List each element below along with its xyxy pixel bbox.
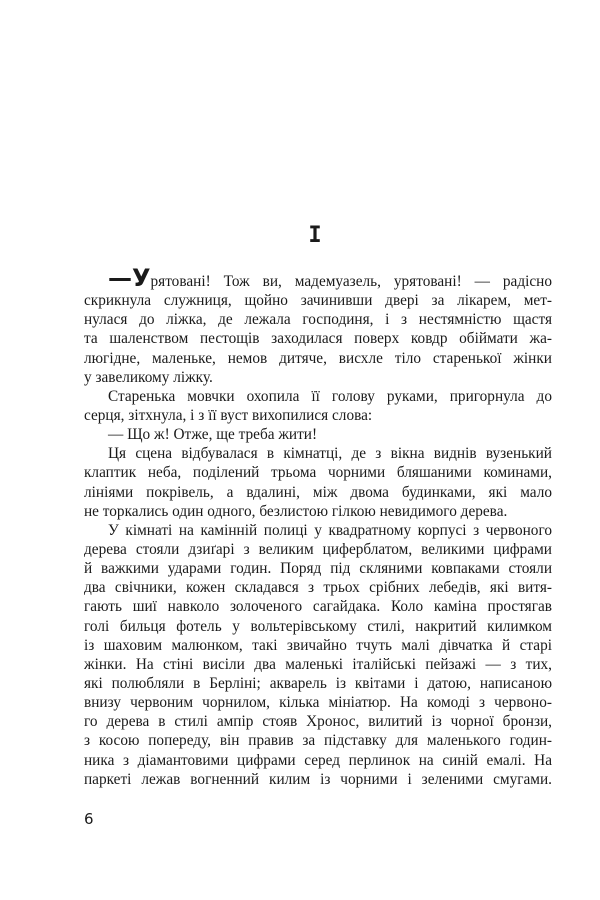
line-text: У кімнаті на камінній полиці у квадратному корпусі з червоного — [108, 521, 552, 539]
paragraph — [84, 425, 552, 444]
line-text: скрикнула служниця, щойно зачинивши двері за лікарем, мет- — [84, 292, 552, 310]
line-text: ника з діамантовими цифрами серед перлинок на синій емалі. На — [84, 751, 552, 769]
line-text: й важкими ударами годин. Поряд під скляними ковпаками стояли — [84, 560, 552, 578]
line-text: із шаховим малюнком, такі звичайно тчуть малі дівчатка й старі — [84, 636, 552, 654]
line-text: та шаленством пестощів заходилася поверх ковдр обіймати жа- — [84, 330, 552, 348]
line-text: — Що ж! Отже, ще треба жити! — [108, 426, 318, 444]
text-line — [84, 444, 552, 463]
text-line — [84, 693, 552, 712]
text-line — [84, 502, 552, 521]
text-line — [84, 636, 552, 655]
line-text: го дерева в стилі ампір стояв Хронос, вилитий із чорної бронзи, — [84, 713, 552, 731]
text-line — [84, 674, 552, 693]
chapter-title: I — [308, 223, 322, 248]
line-text: Старенька мовчки охопила її голову руками, пригорнула до — [108, 387, 552, 405]
text-line — [84, 712, 552, 731]
text-line — [84, 731, 552, 750]
line-text: жінки. На стіні висіли два маленькі італійські пейзажі — з тих, — [84, 655, 552, 673]
paragraph — [84, 264, 552, 387]
text-line — [84, 655, 552, 674]
line-text: нулася до ліжка, де лежала господиня, і з нестямністю щастя — [84, 311, 552, 329]
text-line — [84, 425, 552, 444]
text-line — [84, 540, 552, 559]
line-text: рятовані! Тож ви, мадемуазель, урятовані! — радісно — [150, 273, 552, 290]
text-line — [84, 617, 552, 636]
line-text: паркеті лежав вогненний килим із чорними і зеленими смугами. — [84, 770, 552, 788]
paragraph — [84, 387, 552, 425]
text-line — [84, 751, 552, 770]
text-line — [84, 329, 552, 348]
text-line — [84, 264, 552, 292]
text-line — [84, 559, 552, 578]
line-text: внизу червоним чорнилом, кілька мініатюр. На комоді з червоно- — [84, 694, 552, 712]
line-text: клаптик неба, поділений трьома чорними бляшаними коминами, — [84, 464, 552, 482]
text-line — [84, 483, 552, 502]
line-text: дерева стояли дзиґарі з великим циферблатом, великими цифрами — [84, 540, 552, 558]
line-text: голі бильця фотель у вольтерівському стилі, накритий килимком — [84, 617, 552, 635]
text-line — [84, 368, 552, 387]
text-line — [84, 597, 552, 616]
text-line — [84, 463, 552, 482]
line-text: серця, зітхнула, і з її вуст вихопилися слова: — [84, 406, 373, 424]
text-line — [84, 387, 552, 406]
line-text: гають шиї навколо золоченого сагайдака. Коло каміна простягав — [84, 598, 552, 616]
drop-cap: —У — [108, 264, 151, 292]
paragraph — [84, 444, 552, 521]
paragraph — [84, 521, 552, 789]
line-text: Ця сцена відбувалася в кімнатці, де з вікна виднів вузенький — [108, 445, 552, 463]
line-text: які полюбляли в Берліні; акварель із квітами і датою, написаною — [84, 674, 552, 692]
text-line — [84, 406, 552, 425]
line-text: лініями покрівель, а вдалині, між двома будинками, які мало — [84, 483, 552, 501]
text-line — [84, 521, 552, 540]
text-line — [84, 349, 552, 368]
line-text: з косою попереду, він правив за підставку для маленького годин- — [84, 732, 552, 750]
body-text — [84, 264, 552, 789]
text-line — [84, 291, 552, 310]
line-text: два свічники, кожен складався з трьох срібних лебедів, які витя- — [84, 579, 552, 597]
line-text: не торкались один одного, безлистою гілкою невидимого дерева. — [84, 502, 508, 520]
line-text: у завеликому ліжку. — [84, 368, 213, 386]
text-line — [84, 310, 552, 329]
text-line — [84, 578, 552, 597]
text-line — [84, 770, 552, 789]
page-number: 6 — [84, 810, 94, 828]
line-text: люгідне, маленьке, немов дитяче, висхле тіло старенької жінки — [84, 349, 552, 367]
